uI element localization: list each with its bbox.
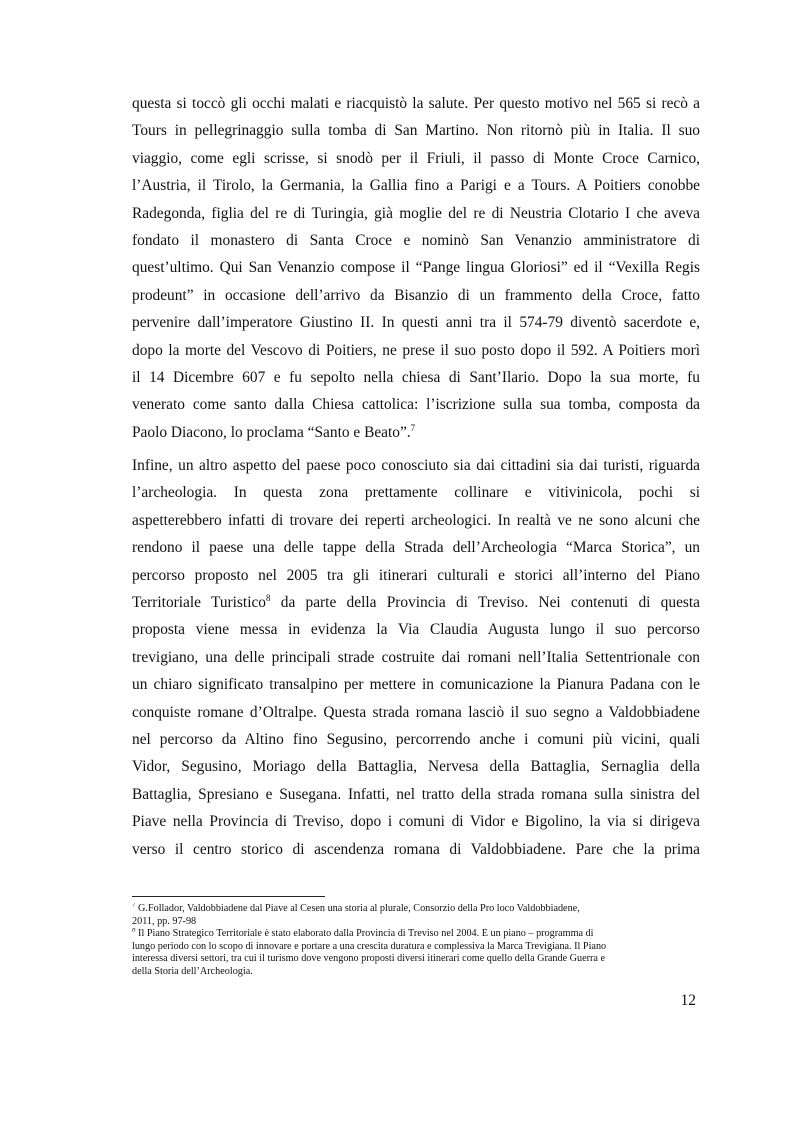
text-line: trevigiano, una delle principali strade costruite dai romani nell’Italia Settentrionale con: [132, 648, 700, 666]
text-line: il 14 Dicembre 607 e fu sepolto nella chiesa di Sant’Ilario. Dopo la sua morte, fu: [132, 368, 700, 386]
footnote-number: 7: [132, 903, 136, 909]
paragraph-venanzio: [132, 90, 700, 446]
footnote-text: G.Follador, Valdobbiadene dal Piave al Cesen una storia al plurale, Consorzio della Pro loco Valdobbiadene,: [138, 903, 580, 914]
text-line: venerato come santo dalla Chiesa cattolica: l’iscrizione sulla sua tomba, composta da: [132, 396, 700, 414]
footnote-line: lungo periodo con lo scopo di innovare e portare a una crescita duratura e complessiva la Marca Trevigiana. Il Piano: [132, 940, 607, 952]
footnote-line: 2011, pp. 97-98: [132, 915, 197, 927]
text-line: [132, 589, 700, 616]
text-line: dopo la morte del Vescovo di Poitiers, ne prese il suo posto dopo il 592. A Poitiers morì: [132, 341, 700, 359]
footnote-ref-7[interactable]: 7: [410, 422, 416, 433]
footnotes: [132, 903, 700, 979]
footnote-line: della Storia dell’Archeologia.: [132, 965, 253, 977]
footnote-line: [132, 928, 700, 941]
footnote-8: [132, 928, 700, 978]
text-line-content: Territoriale Turistico: [132, 594, 266, 612]
footnote-ref-8[interactable]: 8: [266, 592, 271, 603]
text-line: prodeunt” in occasione dell’arrivo da Bisanzio di un frammento della Croce, fatto: [132, 286, 700, 304]
text-line: viaggio, come egli scrisse, si snodò per il Friuli, il passo di Monte Croce Carnico,: [132, 149, 700, 167]
footnote-number: 8: [132, 928, 136, 934]
text-line-content: Paolo Diacono, lo proclama “Santo e Beato”.: [132, 423, 411, 441]
paragraph-archeologia: [132, 452, 700, 863]
text-line: questa si toccò gli occhi malati e riacquistò la salute. Per questo motivo nel 565 si recò a: [132, 95, 700, 112]
text-line: Vidor, Segusino, Moriago della Battaglia, Nervesa della Battaglia, Sernaglia della: [132, 758, 700, 776]
text-line: pervenire dall’imperatore Giustino II. In questi anni tra il 574-79 diventò sacerdote e,: [132, 314, 700, 332]
text-line: l’Austria, il Tirolo, la Germania, la Gallia fino a Parigi e a Tours. A Poitiers conobbe: [132, 177, 700, 195]
text-line: Battaglia, Spresiano e Susegana. Infatti, nel tratto della strada romana sulla sinistra del: [132, 785, 700, 803]
text-line: [132, 419, 700, 446]
footnote-separator: [132, 896, 325, 897]
text-line: conquiste romane d’Oltralpe. Questa strada romana lasciò il suo segno a Valdobbiadene: [132, 703, 700, 721]
text-line: quest’ultimo. Qui San Venanzio compose il “Pange lingua Gloriosi” ed il “Vexilla Regis: [132, 259, 700, 277]
text-line: nel percorso da Altino fino Segusino, percorrendo anche i comuni più vicini, quali: [132, 730, 700, 748]
text-line: fondato il monastero di Santa Croce e nominò San Venanzio amministratore di: [132, 231, 700, 249]
text-line: rendono il paese una delle tappe della Strada dell’Archeologia “Marca Storica”, un: [132, 539, 700, 557]
footnote-line: interessa diversi settori, tra cui il turismo dove vengono proposti diversi itinerari come quello della Grande Guerra e: [132, 953, 606, 965]
text-line: aspetterebbero infatti di trovare dei reperti archeologici. In realtà ve ne sono alcuni che: [132, 511, 700, 529]
text-line: l’archeologia. In questa zona prettamente collinare e vitivinicola, pochi si: [132, 484, 700, 502]
footnote-text: Il Piano Strategico Territoriale è stato elaborato dalla Provincia di Treviso nel 2004. È un piano – programma di: [138, 928, 594, 940]
text-line: percorso proposto nel 2005 tra gli itinerari culturali e storici all’interno del Piano: [132, 566, 700, 584]
text-line: Tours in pellegrinaggio sulla tomba di San Martino. Non ritornò più in Italia. Il suo: [132, 122, 700, 140]
page-number: 12: [680, 992, 696, 1009]
footnote-7: [132, 903, 700, 928]
body-text: [132, 90, 700, 863]
footnote-line: [132, 903, 700, 916]
text-line: Piave nella Provincia di Treviso, dopo i comuni di Vidor e Bigolino, la via si dirigeva: [132, 813, 700, 831]
text-line: proposta viene messa in evidenza la Via Claudia Augusta lungo il suo percorso: [132, 621, 700, 639]
text-line: Radegonda, figlia del re di Turingia, già moglie del re di Neustria Clotario I che aveva: [132, 204, 700, 222]
text-line: verso il centro storico di ascendenza romana di Valdobbiadene. Pare che la prima: [132, 840, 700, 858]
text-line-content: da parte della Provincia di Treviso. Nei contenuti di questa: [270, 594, 700, 612]
text-line: un chiaro significato transalpino per mettere in comunicazione la Pianura Padana con le: [132, 676, 700, 694]
text-line: Infine, un altro aspetto del paese poco conosciuto sia dai cittadini sia dai turisti, riguarda: [132, 457, 700, 475]
